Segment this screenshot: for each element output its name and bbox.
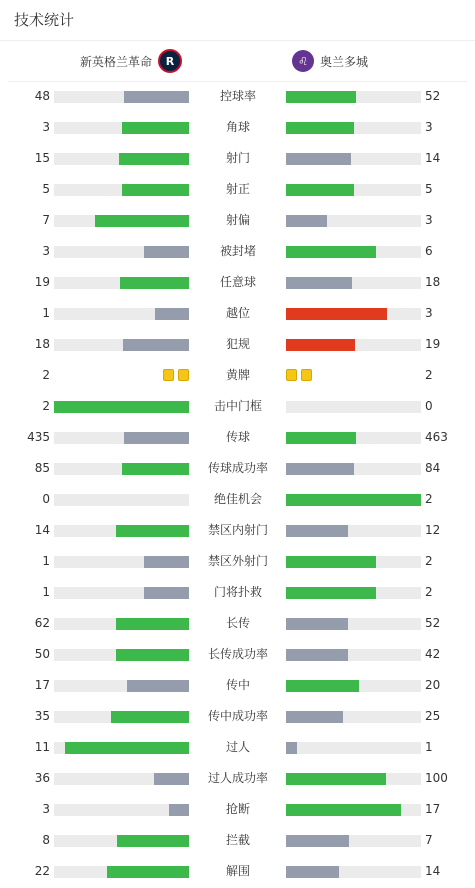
away-value: 12	[425, 523, 441, 537]
away-value: 463	[425, 430, 448, 444]
home-bar-track	[54, 556, 189, 568]
stat-row	[0, 360, 475, 391]
stat-row	[0, 763, 475, 794]
home-bar-track	[54, 680, 189, 692]
home-value: 3	[42, 120, 50, 134]
home-bar-track	[54, 773, 189, 785]
away-value: 25	[425, 709, 441, 723]
home-bar-fill	[116, 525, 189, 537]
away-bar-track	[286, 401, 421, 413]
away-bar-fill	[286, 215, 327, 227]
stat-row	[0, 515, 475, 546]
away-bar-fill	[286, 246, 376, 258]
stat-label: 黄牌	[225, 368, 250, 382]
away-bar-track	[286, 91, 421, 103]
stat-row	[0, 670, 475, 701]
home-bar-track	[54, 153, 189, 165]
away-value: 52	[425, 89, 441, 103]
home-bar-track	[54, 804, 189, 816]
away-bar-track	[286, 277, 421, 289]
yellow-card-icon	[178, 369, 189, 381]
stat-row	[0, 81, 475, 112]
stat-label: 击中门框	[213, 399, 262, 413]
home-bar-track	[54, 432, 189, 444]
away-bar-fill	[286, 494, 421, 506]
away-value: 6	[425, 244, 433, 258]
stat-row	[0, 453, 475, 484]
away-bar-fill	[286, 835, 349, 847]
away-bar-fill	[286, 649, 348, 661]
away-value: 42	[425, 647, 441, 661]
away-bar-track	[286, 711, 421, 723]
home-value: 36	[34, 771, 50, 785]
away-bar-fill	[286, 587, 376, 599]
away-bar-fill	[286, 91, 356, 103]
yellow-card-icon	[286, 369, 297, 381]
home-bar-fill	[54, 401, 189, 413]
stat-label: 射门	[225, 151, 250, 165]
stat-label: 越位	[225, 306, 250, 320]
away-bar-track	[286, 184, 421, 196]
away-value: 14	[425, 151, 441, 165]
away-value: 19	[425, 337, 441, 351]
home-value: 3	[42, 244, 50, 258]
away-bar-track	[286, 494, 421, 506]
home-value: 18	[34, 337, 50, 351]
stat-label: 射偏	[225, 213, 250, 227]
away-bar-track	[286, 215, 421, 227]
away-bar-fill	[286, 184, 354, 196]
stat-label: 解围	[225, 864, 250, 878]
stat-label: 门将扑救	[213, 585, 262, 599]
home-bar-track	[54, 742, 189, 754]
home-value: 1	[42, 585, 50, 599]
home-bar-track	[54, 277, 189, 289]
away-bar-fill	[286, 153, 351, 165]
away-bar-fill	[286, 122, 354, 134]
stat-label: 传中成功率	[207, 709, 268, 723]
home-value: 0	[42, 492, 50, 506]
stat-row	[0, 112, 475, 143]
home-bar-fill	[116, 618, 189, 630]
away-bar-track	[286, 122, 421, 134]
home-bar-fill	[154, 773, 189, 785]
home-value: 1	[42, 306, 50, 320]
away-bar-fill	[286, 711, 343, 723]
home-value: 11	[34, 740, 50, 754]
away-bar-track	[286, 773, 421, 785]
home-bar-fill	[169, 804, 189, 816]
home-value: 48	[34, 89, 50, 103]
home-bar-fill	[111, 711, 189, 723]
stat-label: 拦截	[225, 833, 250, 847]
stat-row	[0, 825, 475, 856]
home-bar-fill	[122, 184, 190, 196]
away-bar-track	[286, 680, 421, 692]
home-value: 62	[34, 616, 50, 630]
away-value: 84	[425, 461, 441, 475]
stat-row	[0, 732, 475, 763]
away-bar-track	[286, 556, 421, 568]
home-value: 3	[42, 802, 50, 816]
home-value: 5	[42, 182, 50, 196]
home-team-logo-icon: R	[158, 49, 182, 73]
stat-row	[0, 701, 475, 732]
home-bar-fill	[122, 463, 190, 475]
away-bar-track	[286, 432, 421, 444]
stat-label: 过人	[225, 740, 250, 754]
home-bar-track	[54, 525, 189, 537]
away-value: 3	[425, 213, 433, 227]
away-bar-track	[286, 339, 421, 351]
stat-label: 过人成功率	[207, 771, 268, 785]
stat-row	[0, 608, 475, 639]
away-bar-fill	[286, 556, 376, 568]
away-bar-track	[286, 866, 421, 878]
away-value: 2	[425, 554, 433, 568]
stat-label: 任意球	[219, 275, 256, 289]
home-value: 15	[34, 151, 50, 165]
away-bar-track	[286, 246, 421, 258]
home-bar-fill	[119, 153, 189, 165]
away-yellow-cards	[286, 369, 312, 381]
away-team[interactable]	[292, 41, 368, 81]
away-value: 5	[425, 182, 433, 196]
teams-header	[8, 41, 467, 82]
home-bar-track	[54, 494, 189, 506]
home-bar-track	[54, 866, 189, 878]
stat-row	[0, 856, 475, 887]
stat-label: 被封堵	[219, 244, 256, 258]
away-bar-track	[286, 308, 421, 320]
home-bar-fill	[124, 91, 189, 103]
away-value: 7	[425, 833, 433, 847]
away-value: 100	[425, 771, 448, 785]
yellow-card-icon	[301, 369, 312, 381]
away-bar-track	[286, 618, 421, 630]
stat-row	[0, 639, 475, 670]
away-bar-track	[286, 525, 421, 537]
away-bar-fill	[286, 773, 386, 785]
away-value: 20	[425, 678, 441, 692]
home-bar-fill	[144, 587, 189, 599]
stat-row	[0, 298, 475, 329]
home-value: 14	[34, 523, 50, 537]
home-bar-track	[54, 649, 189, 661]
away-value: 14	[425, 864, 441, 878]
away-value: 52	[425, 616, 441, 630]
away-value: 0	[425, 399, 433, 413]
home-bar-track	[54, 339, 189, 351]
away-team-logo-icon: ♌	[292, 50, 314, 72]
home-team[interactable]	[80, 41, 182, 81]
home-bar-track	[54, 587, 189, 599]
home-team-name: 新英格兰革命	[79, 54, 152, 69]
home-bar-fill	[120, 277, 189, 289]
stat-label: 传球成功率	[207, 461, 268, 475]
stat-row	[0, 391, 475, 422]
home-value: 17	[34, 678, 50, 692]
stat-row	[0, 205, 475, 236]
stat-row	[0, 174, 475, 205]
home-bar-fill	[117, 835, 189, 847]
stat-label: 传中	[225, 678, 250, 692]
stat-row	[0, 422, 475, 453]
away-bar-fill	[286, 742, 297, 754]
away-bar-track	[286, 835, 421, 847]
stat-label: 长传成功率	[207, 647, 268, 661]
page-title: 技术统计	[0, 0, 475, 41]
away-value: 18	[425, 275, 441, 289]
stat-row	[0, 143, 475, 174]
stat-row	[0, 236, 475, 267]
home-yellow-cards	[163, 369, 189, 381]
home-value: 35	[34, 709, 50, 723]
stat-label: 长传	[225, 616, 250, 630]
home-bar-fill	[127, 680, 189, 692]
stat-label: 绝佳机会	[213, 492, 262, 506]
home-bar-fill	[144, 556, 189, 568]
away-bar-fill	[286, 804, 401, 816]
stat-label: 禁区内射门	[207, 523, 268, 537]
away-bar-fill	[286, 308, 387, 320]
home-value: 19	[34, 275, 50, 289]
home-value: 22	[34, 864, 50, 878]
away-value: 3	[425, 120, 433, 134]
away-value: 2	[425, 492, 433, 506]
away-bar-track	[286, 649, 421, 661]
away-bar-fill	[286, 525, 348, 537]
home-bar-track	[54, 246, 189, 258]
home-bar-track	[54, 184, 189, 196]
home-bar-fill	[144, 246, 189, 258]
away-bar-fill	[286, 277, 352, 289]
home-value: 8	[42, 833, 50, 847]
home-bar-track	[54, 308, 189, 320]
stat-label: 犯规	[225, 337, 250, 351]
away-bar-track	[286, 804, 421, 816]
away-bar-fill	[286, 432, 356, 444]
away-bar-fill	[286, 866, 339, 878]
home-bar-fill	[95, 215, 190, 227]
home-value: 2	[42, 368, 50, 382]
home-value: 1	[42, 554, 50, 568]
home-bar-track	[54, 215, 189, 227]
away-bar-fill	[286, 680, 359, 692]
home-bar-track	[54, 711, 189, 723]
home-value: 435	[27, 430, 50, 444]
home-bar-fill	[122, 122, 190, 134]
away-bar-fill	[286, 618, 348, 630]
stat-row	[0, 267, 475, 298]
home-bar-track	[54, 618, 189, 630]
home-bar-fill	[107, 866, 189, 878]
home-bar-fill	[65, 742, 189, 754]
away-team-name: 奥兰多城	[320, 54, 369, 69]
stat-label: 控球率	[219, 89, 256, 103]
stat-label: 抢断	[225, 802, 250, 816]
home-value: 50	[34, 647, 50, 661]
away-value: 1	[425, 740, 433, 754]
home-bar-track	[54, 91, 189, 103]
away-bar-track	[286, 463, 421, 475]
away-value: 17	[425, 802, 441, 816]
away-bar-track	[286, 742, 421, 754]
away-bar-fill	[286, 463, 354, 475]
away-value: 2	[425, 585, 433, 599]
stat-row	[0, 546, 475, 577]
away-bar-track	[286, 153, 421, 165]
stat-label: 射正	[225, 182, 250, 196]
stat-label: 角球	[225, 120, 250, 134]
home-bar-track	[54, 463, 189, 475]
away-bar-track	[286, 587, 421, 599]
home-value: 7	[42, 213, 50, 227]
away-bar-fill	[286, 339, 355, 351]
home-value: 2	[42, 399, 50, 413]
home-bar-fill	[124, 432, 189, 444]
stat-row	[0, 794, 475, 825]
home-value: 85	[34, 461, 50, 475]
stat-row	[0, 484, 475, 515]
stat-row	[0, 577, 475, 608]
home-bar-fill	[155, 308, 189, 320]
home-bar-track	[54, 835, 189, 847]
yellow-card-icon	[163, 369, 174, 381]
home-bar-track	[54, 401, 189, 413]
stat-row	[0, 329, 475, 360]
home-bar-fill	[123, 339, 189, 351]
home-bar-fill	[116, 649, 189, 661]
stat-label: 禁区外射门	[207, 554, 268, 568]
away-value: 3	[425, 306, 433, 320]
away-value: 2	[425, 368, 433, 382]
stat-label: 传球	[225, 430, 250, 444]
home-bar-track	[54, 122, 189, 134]
